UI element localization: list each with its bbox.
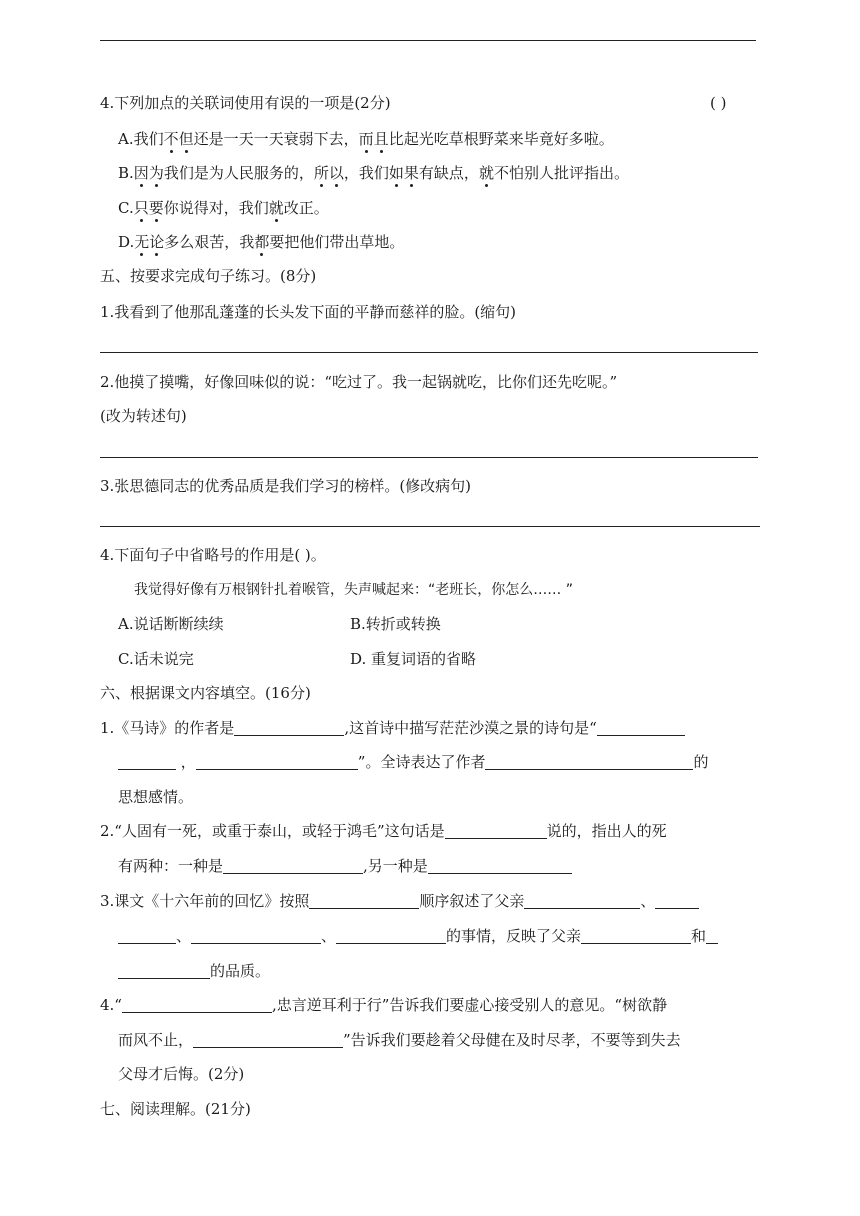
text: 不怕别人批评指出。 — [493, 164, 629, 182]
section-7-title: 七、阅读理解。(21分) — [100, 1100, 251, 1118]
text: 、 — [176, 927, 192, 945]
fill-blank[interactable] — [118, 753, 176, 770]
text: 4.“ — [100, 996, 122, 1014]
q4-title: 4.下列加点的关联词使用有误的一项是(2分) — [100, 94, 391, 112]
text: 我们是为人民服务的， — [163, 164, 314, 182]
q4-option-d — [118, 232, 404, 252]
s6-q3-line2 — [118, 926, 718, 946]
s5-question-4: 4.下面句子中省略号的作用是( )。 — [100, 546, 326, 564]
fill-blank[interactable] — [524, 892, 640, 909]
fill-blank[interactable] — [196, 753, 358, 770]
fill-blank[interactable] — [336, 927, 446, 944]
emphasis-char: 而 — [358, 130, 374, 148]
fill-blank[interactable] — [706, 927, 718, 944]
emphasis-char: 且 — [373, 130, 389, 148]
emphasis-char: 就 — [478, 164, 494, 182]
q4-answer-paren: ( ) — [710, 94, 727, 112]
s5-question-1: 1.我看到了他那乱蓬蓬的长头发下面的平静而慈祥的脸。(缩句) — [100, 303, 517, 321]
text: A.我们 — [118, 130, 164, 148]
s5-question-2-instruction: (改为转述句) — [100, 407, 187, 425]
fill-blank[interactable] — [428, 857, 572, 874]
text: 、 — [640, 892, 656, 910]
answer-line-3[interactable] — [100, 526, 760, 527]
emphasis-char: 无 — [134, 233, 150, 251]
text: 你说得对，我们 — [163, 199, 269, 217]
q4-option-b — [118, 163, 629, 183]
fill-blank[interactable] — [445, 822, 547, 839]
s6-q1-line3: 思想感情。 — [118, 788, 194, 806]
q4-option-a — [118, 129, 614, 149]
fill-blank[interactable] — [309, 892, 419, 909]
fill-blank[interactable] — [191, 927, 321, 944]
text: 说的，指出人的死 — [546, 822, 667, 840]
s5-question-4-quote: 我觉得好像有万根钢针扎着喉管，失声喊起来：“老班长，你怎么…… ” — [134, 582, 573, 598]
text: ，我们 — [343, 164, 389, 182]
text: 的品质。 — [210, 962, 271, 980]
fill-blank[interactable] — [118, 962, 210, 979]
s5-question-2: 2.他摸了摸嘴，好像回味似的说：“吃过了。我一起锅就吃，比你们还先吃呢。” — [100, 373, 618, 391]
s6-q2-line2 — [118, 856, 572, 876]
emphasis-char: 所 — [313, 164, 329, 182]
emphasis-char: 都 — [254, 233, 270, 251]
section-5-title: 五、按要求完成句子练习。(8分) — [100, 267, 317, 285]
text: B. — [118, 164, 134, 182]
s6-q3-line3 — [118, 961, 270, 981]
fill-blank[interactable] — [485, 753, 693, 770]
q4-option-c — [118, 198, 329, 218]
text: 和 — [691, 927, 707, 945]
answer-line-1[interactable] — [100, 352, 758, 353]
text: 、 — [321, 927, 337, 945]
s5-q4-option-d: D. 重复词语的省略 — [350, 650, 477, 668]
text: 的事情，反映了父亲 — [446, 927, 582, 945]
emphasis-char: 为 — [148, 164, 164, 182]
fill-blank[interactable] — [118, 927, 176, 944]
text: 1.《马诗》的作者是 — [100, 719, 235, 737]
text: 改正。 — [283, 199, 329, 217]
s6-q1-line1 — [100, 718, 685, 738]
text: ”。全诗表达了作者 — [357, 753, 486, 771]
text: 要把他们带出草地。 — [269, 233, 405, 251]
text: ,另一种是 — [363, 857, 428, 875]
text: 而风不止， — [118, 1031, 194, 1049]
answer-line-2[interactable] — [100, 457, 758, 458]
text: D. — [118, 233, 135, 251]
fill-blank[interactable] — [581, 927, 691, 944]
text: ,这首诗中描写茫茫沙漠之景的诗句是“ — [344, 719, 597, 737]
emphasis-char: 就 — [268, 199, 284, 217]
fill-blank[interactable] — [223, 857, 363, 874]
text: ,忠言逆耳利于行”告诉我们要虚心接受别人的意见。“树欲静 — [271, 996, 668, 1014]
emphasis-char: 要 — [148, 199, 164, 217]
fill-blank[interactable] — [655, 892, 699, 909]
emphasis-char: 但 — [178, 130, 194, 148]
fill-blank[interactable] — [597, 719, 685, 736]
section-6-title: 六、根据课文内容填空。(16分) — [100, 684, 311, 702]
s6-q4-line3: 父母才后悔。(2分) — [118, 1065, 245, 1083]
text: 的 — [693, 753, 709, 771]
emphasis-char: 如 — [388, 164, 404, 182]
s6-q4-line1 — [100, 995, 667, 1015]
emphasis-char: 不 — [163, 130, 179, 148]
s6-q3-line1 — [100, 891, 699, 911]
emphasis-char: 论 — [149, 233, 165, 251]
s6-q1-line2 — [118, 752, 708, 772]
s5-question-3: 3.张思德同志的优秀品质是我们学习的榜样。(修改病句) — [100, 477, 472, 495]
text: ”告诉我们要趁着父母健在及时尽孝，不要等到失去 — [343, 1031, 681, 1049]
s5-q4-option-b: B.转折或转换 — [350, 615, 441, 633]
fill-blank[interactable] — [193, 1031, 343, 1048]
s6-q2-line1 — [100, 821, 667, 841]
text: 顺序叙述了父亲 — [419, 892, 525, 910]
text: 多么艰苦，我 — [164, 233, 255, 251]
text: 2.“人固有一死，或重于泰山，或轻于鸿毛”这句话是 — [100, 822, 445, 840]
top-rule — [100, 40, 756, 41]
emphasis-char: 因 — [133, 164, 149, 182]
text: ， — [176, 753, 196, 771]
fill-blank[interactable] — [122, 996, 272, 1013]
emphasis-char: 只 — [133, 199, 149, 217]
text: 3.课文《十六年前的回忆》按照 — [100, 892, 310, 910]
text: 还是一天一天衰弱下去， — [193, 130, 359, 148]
s5-q4-option-c: C.话未说完 — [118, 650, 194, 668]
s5-q4-option-a: A.说话断断续续 — [118, 615, 224, 633]
s6-q4-line2 — [118, 1030, 681, 1050]
text: 有两种：一种是 — [118, 857, 224, 875]
text: C. — [118, 199, 134, 217]
text: 有缺点， — [418, 164, 479, 182]
text: 比起光吃草根野菜来毕竟好多啦。 — [388, 130, 614, 148]
emphasis-char: 果 — [403, 164, 419, 182]
fill-blank[interactable] — [234, 719, 344, 736]
emphasis-char: 以 — [328, 164, 344, 182]
